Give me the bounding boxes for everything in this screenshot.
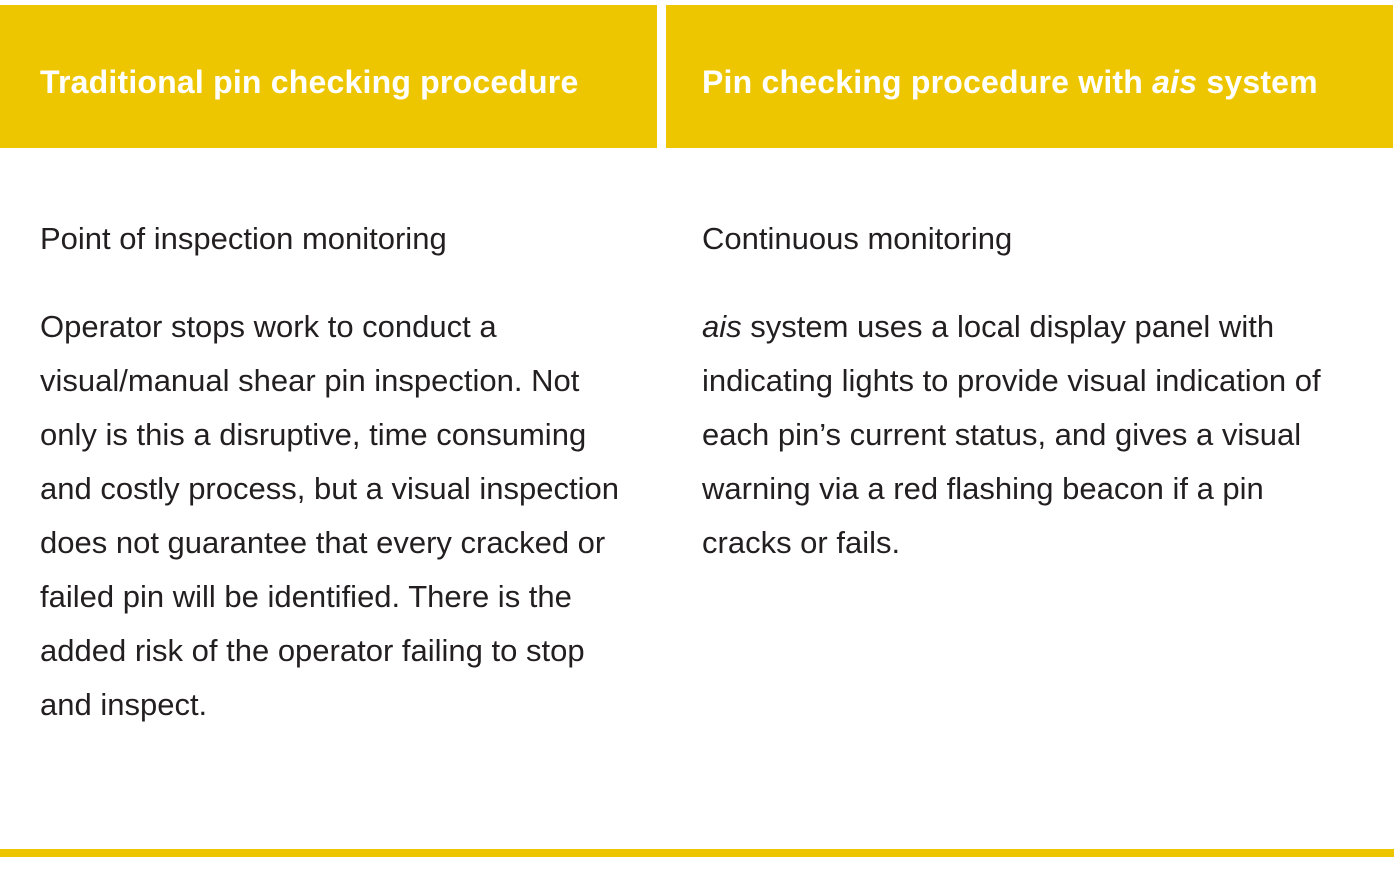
right-body-text: system uses a local display panel with indicating lights to provide visual indication of each pin’s current status, and gives a visual warning via a red flashing beacon if a pin cracks or fails. — [702, 309, 1321, 560]
right-column — [702, 212, 1352, 570]
right-header-brand: ais — [1152, 64, 1198, 100]
left-header-title: Traditional pin checking procedure — [40, 64, 579, 100]
left-column — [40, 212, 640, 732]
right-subheading: Continuous monitoring — [702, 221, 1013, 256]
right-header-prefix: Pin checking procedure with — [702, 64, 1153, 100]
left-subheading: Point of inspection monitoring — [40, 221, 447, 256]
right-body-paragraph — [702, 300, 1352, 570]
bottom-divider — [0, 849, 1394, 857]
left-column-header — [0, 5, 657, 148]
right-body-brand: ais — [702, 309, 742, 344]
right-header-title — [702, 62, 1318, 102]
right-column-header — [666, 5, 1393, 148]
right-header-suffix: system — [1197, 64, 1318, 100]
left-body-text: Operator stops work to conduct a visual/manual shear pin inspection. Not only is this a disruptive, time consuming and costly process, but a visual inspection does not guarantee that every cracked or failed pin will be identified. There is the added risk of the operator failing to stop and inspect. — [40, 309, 619, 722]
